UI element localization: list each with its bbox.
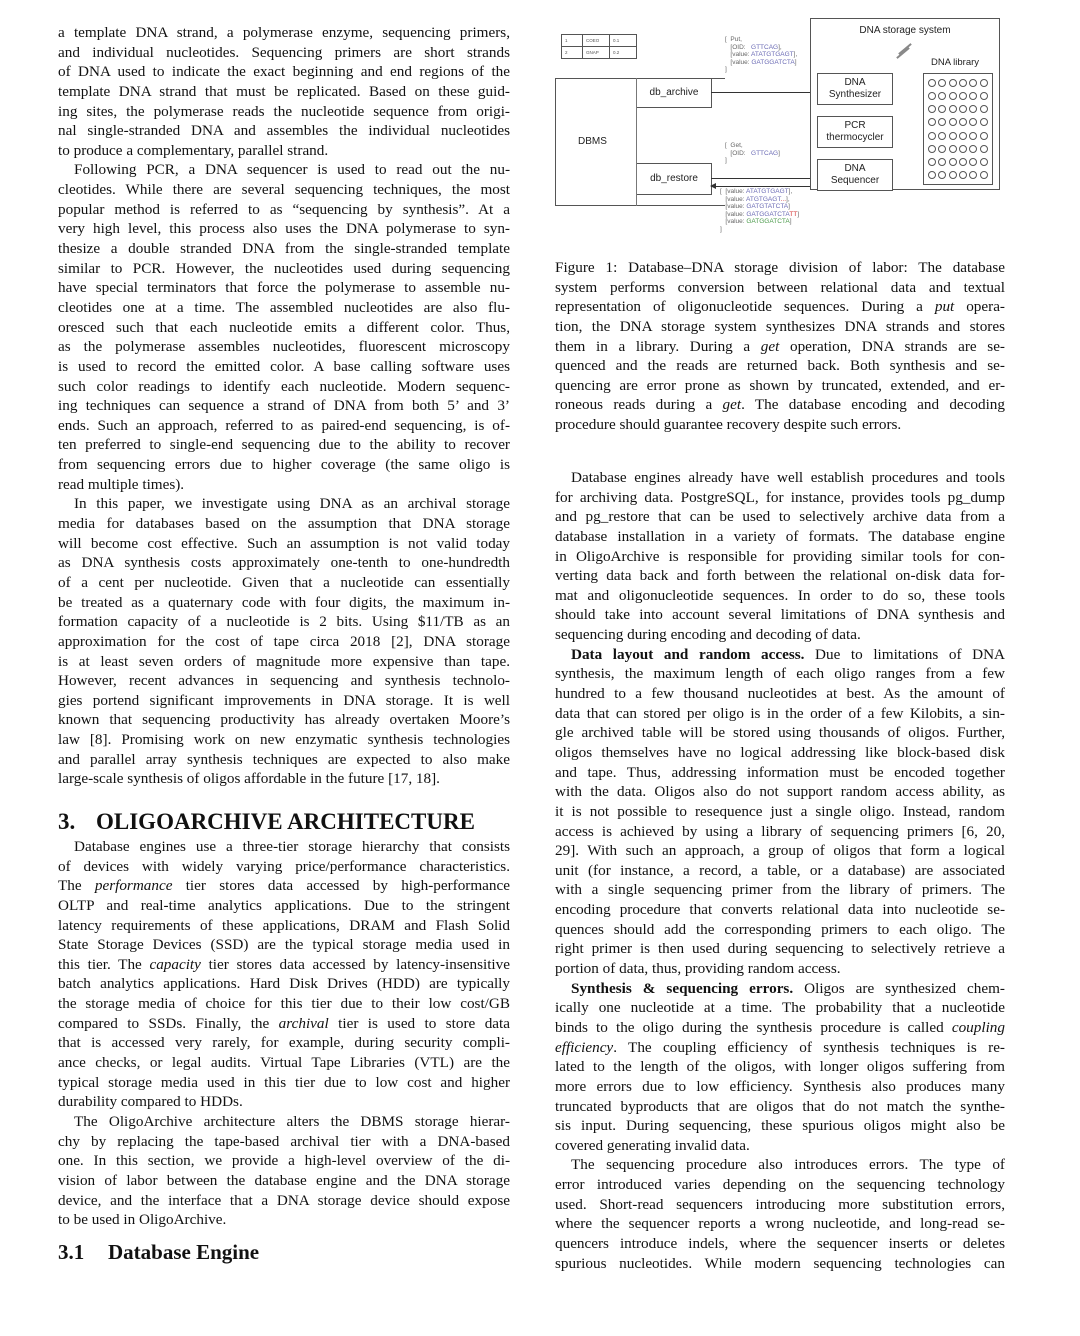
oligo-well-icon xyxy=(949,145,957,153)
thermocycler-label: PCR thermocycler xyxy=(826,120,884,143)
oligo-well-icon xyxy=(938,145,946,153)
oligo-well-icon xyxy=(980,132,988,140)
oligo-well-icon xyxy=(969,158,977,166)
table-row xyxy=(562,35,637,47)
text-line: popular method is referred to as “sequencing by synthesis”. At a xyxy=(58,200,510,218)
oligo-well-icon xyxy=(980,118,988,126)
oligo-well-icon xyxy=(949,105,957,113)
oligo-well-icon xyxy=(959,171,967,179)
text-line: mat and oligonucleotide sequences. In order to do so, these tools xyxy=(555,586,1005,604)
text-line: The performance tier stores data accessed by high-performance xyxy=(58,877,510,895)
text-line: quencing are error prone as shown by truncated, extended, and er- xyxy=(555,376,1005,394)
text-line: them in a library. During a get operation, DNA strands are se- xyxy=(555,337,1005,355)
text-line: Database engines already have well establish procedures and tools xyxy=(571,469,1005,486)
text-line: should take into account several limitations of DNA synthesis and xyxy=(555,606,1005,624)
text-line: oligos themselves have no logical addressing like block-based disk xyxy=(555,743,1005,761)
figure-1-diagram xyxy=(555,18,1015,248)
dna-synthesizer-box xyxy=(817,73,893,105)
text-line: and pg_restore that can be used to selectively archive data from a xyxy=(555,508,1005,526)
message-line: [value: ATATGTGAGT], xyxy=(725,51,798,58)
oligo-well-icon xyxy=(938,118,946,126)
message-line: [OID: GTTCAG], xyxy=(725,43,782,51)
text-line: in OligoArchive is responsible for providing similar tools for con- xyxy=(555,547,1005,565)
text-line: synthesis, the maximum length of each oligo ranges from a few xyxy=(555,665,1005,683)
message-line: [ Put, xyxy=(725,36,742,43)
table-cell: 0.1 xyxy=(610,35,637,47)
text-line: gle archived table will be stored using thousands of oligos. Further, xyxy=(555,724,1005,742)
text-line: durability compared to HDDs. xyxy=(58,1093,243,1111)
text-line: ing techniques can sequence a strand of DNA from both 5’ and 3’ xyxy=(58,397,510,415)
text-line: template DNA strand that must be replicated. Based on these guid- xyxy=(58,82,510,100)
text-line: one. In this section, we provide a high-level overview of the di- xyxy=(58,1152,510,1170)
subsection-number: 3.1 xyxy=(58,1239,85,1264)
text-line: In this paper, we investigate using DNA as an archival storage xyxy=(74,495,510,513)
oligo-well-icon xyxy=(928,92,936,100)
section-heading xyxy=(58,807,510,837)
text-line: and parallel array synthesis techniques are expected to also make xyxy=(58,750,510,768)
table-cell: 0.2 xyxy=(610,47,637,59)
oligo-well-icon xyxy=(969,105,977,113)
text-line: cleotides. While there are several sequencing techniques, the most xyxy=(58,181,510,199)
storage-system-label: DNA storage system xyxy=(859,25,951,36)
oligo-well-icon xyxy=(949,158,957,166)
oligo-well-icon xyxy=(969,132,977,140)
text-line: ically one nucleotide at a time. The probability that a nucleotide xyxy=(555,999,1005,1017)
text-line: 29]. With such an approach, a group of oligos that form a logical xyxy=(555,842,1005,860)
reads-return-arrow xyxy=(711,186,815,187)
text-line: Figure 1: Database–DNA storage division of labor: The database xyxy=(555,259,1005,276)
text-line: encoding procedure that converts relational data into nucleotide se- xyxy=(555,901,1005,919)
text-line: compared to SSDs. Finally, the archival tier is used to store data xyxy=(58,1014,510,1032)
text-line: roneous reads during a get. The database encoding and decoding xyxy=(555,396,1005,414)
text-line: be treated as a quaternary code with four digits, the maximum in- xyxy=(58,593,510,611)
divider xyxy=(636,78,637,206)
oligo-well-icon xyxy=(959,92,967,100)
left-column xyxy=(58,23,510,1266)
db-restore-label: db_restore xyxy=(650,173,698,184)
paragraph xyxy=(58,160,510,494)
text-line: as DNA synthesis costs approximately one-tenth to one-hundredth xyxy=(58,554,510,572)
put-message xyxy=(725,36,797,74)
text-line: ance checks, or legal audits. Virtual Tape Libraries (VTL) are the xyxy=(58,1054,510,1072)
right-column xyxy=(555,468,1005,1273)
text-line: unit (for instance, a record, a table, or a database) are associated xyxy=(555,861,1005,879)
text-line: vision of labor between the database engine and the DNA storage xyxy=(58,1171,510,1189)
text-line: very high level, this process also uses the DNA polymerase to syn- xyxy=(58,220,510,238)
run-in-heading: Synthesis & sequencing errors. xyxy=(571,979,794,997)
db-restore-box xyxy=(636,163,712,195)
text-line: verting data back and forth between the relational on-disk data for- xyxy=(555,567,1005,585)
text-line: ing sites, the polymerase reads the nucleotide sequence from origi- xyxy=(58,102,510,120)
text-line: Following PCR, a DNA sequencer is used to read out the nu- xyxy=(74,161,510,179)
text-line: efficiency. The coupling efficiency of synthesis techniques is re- xyxy=(555,1038,1005,1056)
read-line: [value: ATGTGAGT...], xyxy=(720,195,790,203)
db-archive-label: db_archive xyxy=(649,87,699,98)
oligo-well-icon xyxy=(959,132,967,140)
text-line: representation of oligonucleotide sequences. During a put opera- xyxy=(555,298,1005,316)
table-cell: COEO xyxy=(583,35,610,47)
oligo-well-icon xyxy=(949,92,957,100)
oligo-well-icon xyxy=(928,105,936,113)
text-line: and tape. Thus, addressing information must be encoded together xyxy=(555,763,1005,781)
db-archive-box xyxy=(636,78,712,108)
oligo-well-icon xyxy=(938,158,946,166)
text-line: to be used in OligoArchive. xyxy=(58,1211,227,1229)
dna-library-grid xyxy=(923,73,993,185)
text-line: to produce a complementary, parallel strand. xyxy=(58,141,329,159)
oligo-well-icon xyxy=(980,145,988,153)
dna-library-label: DNA library xyxy=(931,57,980,68)
text-line: of devices with widely varying price/performance characteristics. xyxy=(58,857,510,875)
text-line: typical storage media used in this tier due to low cost and higher xyxy=(58,1073,510,1091)
text-line: sis input. During sequencing, these spurious oligos might also be xyxy=(555,1117,1005,1135)
text-line: known that sequencing productivity has already overtaken Moore’s xyxy=(58,711,510,729)
oligo-well-icon xyxy=(928,145,936,153)
text-line: error introduced varies depending on the sequencing technology xyxy=(555,1176,1005,1194)
paragraph xyxy=(555,468,1005,645)
message-line: ] xyxy=(725,157,727,164)
text-line: system performs conversion between relational data and textual xyxy=(555,278,1005,296)
text-line: thesize a double stranded DNA from the single-stranded template xyxy=(58,240,510,258)
text-line: where the sequencer reports a wrong nucleotide, and long-read se- xyxy=(555,1215,1005,1233)
text-line: The OligoArchive architecture alters the DBMS storage hierar- xyxy=(74,1112,510,1130)
text-line: ten preferred to single-end sequencing due to the ability to recover xyxy=(58,436,510,454)
message-line: ] xyxy=(725,66,727,73)
oligo-well-icon xyxy=(949,79,957,87)
section-title: OLIGOARCHIVE ARCHITECTURE xyxy=(96,808,475,834)
text-line: media for databases based on the assumption that DNA storage xyxy=(58,515,510,533)
synthesizer-label: DNA Synthesizer xyxy=(828,77,882,100)
text-line: batch analytics applications. Hard Disk Drives (HDD) are typically xyxy=(58,975,510,993)
text-line: that is accessed very rarely, for example, during security compli- xyxy=(58,1034,510,1052)
text-line: Synthesis & sequencing errors. Oligos are synthesized chem- xyxy=(571,979,1005,997)
oligo-well-icon xyxy=(938,171,946,179)
subsection-title: Database Engine xyxy=(108,1239,260,1264)
message-line: [OID: GTTCAG] xyxy=(725,149,780,157)
oligo-well-icon xyxy=(949,132,957,140)
paragraph xyxy=(58,1112,510,1230)
text-line: truncated byproducts that are oligos that do not match the synthe- xyxy=(555,1097,1005,1115)
text-line: cleotides one at a time. The assembled nucleotides are also flu- xyxy=(58,298,510,316)
text-line: OLTP and real-time analytics applications. Due to the stringent xyxy=(58,896,510,914)
text-line: law [8]. Promising work on new enzymatic synthesis technologies xyxy=(58,731,510,749)
paragraph xyxy=(58,837,510,1112)
read-line: [value: GATGGATCTATT] xyxy=(720,210,799,218)
oligo-well-icon xyxy=(969,118,977,126)
sequencer-label: DNA Sequencer xyxy=(830,163,880,186)
text-line: quencers introduce indels, where the sequencer inserts or deletes xyxy=(555,1234,1005,1252)
text-line: State Storage Devices (SSD) are the typical storage media used in xyxy=(58,936,510,954)
oligo-well-icon xyxy=(980,92,988,100)
read-line: [value: GATGGATCTA] xyxy=(720,218,792,225)
text-line: tion, the DNA storage system synthesizes DNA strands and stores xyxy=(555,317,1005,335)
oligo-well-icon xyxy=(959,158,967,166)
text-line: is used to record the emitted color. A base calling software uses xyxy=(58,357,510,375)
text-line: Data layout and random access. Due to limitations of DNA xyxy=(571,645,1006,663)
text-line: data that can stored per oligo is in the order of a few Kilobits, a sin- xyxy=(555,704,1005,722)
text-line: chy by replacing the tape-based archival tier with a DNA-based xyxy=(58,1132,510,1150)
text-line: and individual nucleotides. Sequencing primers are short strands xyxy=(58,43,510,61)
dna-sequencer-box xyxy=(817,159,893,191)
text-line: of DNA used to indicate the exact beginning and end regions of the xyxy=(58,63,510,81)
paragraph xyxy=(58,494,510,789)
get-message xyxy=(725,142,780,165)
text-line: for archiving data. PostgreSQL, for instance, provides tools pg_dump xyxy=(555,488,1005,506)
text-line: latency requirements of these applications, DRAM and Flash Solid xyxy=(58,916,510,934)
text-line: will become cost effective. Such an assumption is not valid today xyxy=(58,534,510,552)
oligo-well-icon xyxy=(938,92,946,100)
oligo-well-icon xyxy=(928,118,936,126)
read-close: ] xyxy=(720,225,722,233)
subsection-heading xyxy=(58,1238,510,1266)
text-line: with the data. Oligos also do not support random access ability, as xyxy=(555,783,1005,801)
figure-caption xyxy=(555,258,1005,435)
text-line: similar to PCR. However, the nucleotides used during sequencing xyxy=(58,259,510,277)
text-line: gies portend significant improvements in DNA storage. It is well xyxy=(58,691,510,709)
oligo-well-icon xyxy=(928,171,936,179)
text-line: Database engines use a three-tier storage hierarchy that consists xyxy=(74,837,510,855)
get-reads-message xyxy=(720,188,799,233)
oligo-well-icon xyxy=(938,105,946,113)
text-line: a template DNA strand, a polymerase enzyme, sequencing primers, xyxy=(58,24,510,41)
read-line: [ [value: ATATGTGAGT], xyxy=(720,188,793,195)
table-cell: GNAP xyxy=(583,47,610,59)
text-line: is at least seven orders of magnitude more expensive than tape. xyxy=(58,652,510,670)
text-line: covered generating invalid data. xyxy=(555,1136,750,1154)
text-line: used. Short-read sequencers introducing more substitution errors, xyxy=(555,1195,1005,1213)
oligo-well-icon xyxy=(928,79,936,87)
text-line: spurious nucleotides. While modern sequencing technologies can xyxy=(555,1254,1005,1272)
oligo-well-icon xyxy=(938,79,946,87)
text-line: more errors due to low efficiency. Synthesis also produces many xyxy=(555,1077,1005,1095)
paragraph xyxy=(555,979,1005,1156)
text-line: The sequencing procedure also introduces errors. The type of xyxy=(571,1156,1005,1174)
text-line: the storage media of choice for this tier due to their low cost/GB xyxy=(58,995,510,1013)
paragraph xyxy=(58,23,510,160)
table-cell: 1 xyxy=(562,35,583,47)
oligo-well-icon xyxy=(980,79,988,87)
text-line: from sequencing errors due to higher coverage (the same oligo is xyxy=(58,456,510,474)
paragraph xyxy=(555,1155,1005,1273)
oligo-well-icon xyxy=(938,132,946,140)
oligo-well-icon xyxy=(969,171,977,179)
oligo-well-icon xyxy=(980,105,988,113)
text-line: of a cent per nucleotide. Given that a nucleotide can essentially xyxy=(58,573,510,591)
table-cell: 2 xyxy=(562,47,583,59)
put-arrow xyxy=(711,92,815,93)
oligo-well-icon xyxy=(980,158,988,166)
oligo-well-icon xyxy=(969,79,977,87)
dbms-label: DBMS xyxy=(578,136,607,147)
run-in-heading: Data layout and random access. xyxy=(571,645,805,663)
text-line: read multiple times). xyxy=(58,475,185,493)
text-line: large-scale synthesis of oligos affordable in the future [17, 18]. xyxy=(58,770,440,788)
oligo-well-icon xyxy=(949,171,957,179)
text-line: sequencing during encoding and decoding of data. xyxy=(555,626,861,644)
oligo-well-icon xyxy=(959,79,967,87)
wireless-link-icon xyxy=(895,46,909,56)
text-line: hundred to a few thousand nucleotides at best. As the amount of xyxy=(555,685,1005,703)
text-line: as the polymerase assembles nucleotides, fluorescent microscopy xyxy=(58,338,510,356)
text-line: formation capacity of a nucleotide is 2 bits. Using $11/TB as an xyxy=(58,613,510,631)
get-arrow xyxy=(711,178,815,179)
text-line: quences should add the corresponding primers to each oligo. The xyxy=(555,920,1005,938)
pcr-thermocycler-box xyxy=(817,116,893,148)
text-line: database installation in a variety of formats. The database engine xyxy=(555,527,1005,545)
oligo-well-icon xyxy=(949,118,957,126)
text-line: portion of data, thus, providing random access. xyxy=(555,960,841,978)
oligo-well-icon xyxy=(928,132,936,140)
message-line: [ Get, xyxy=(725,142,743,149)
text-line: with a single sequencing primer from the library of primers. The xyxy=(555,881,1005,899)
relational-table xyxy=(561,34,637,59)
message-line: [value: GATGGATCTA] xyxy=(725,58,797,66)
text-line: have special terminators that force the polymerase to assemble nu- xyxy=(58,279,510,297)
text-line: oresced such that each nucleotide emits a different color. Thus, xyxy=(58,318,510,336)
oligo-well-icon xyxy=(959,105,967,113)
oligo-well-icon xyxy=(928,158,936,166)
oligo-well-icon xyxy=(959,118,967,126)
table-row xyxy=(562,47,637,59)
text-line: device, and the interface that a DNA storage device should expose xyxy=(58,1191,510,1209)
text-line: such color readings to identify each nucleotide. Modern sequenc- xyxy=(58,377,510,395)
section-number: 3. xyxy=(58,808,76,834)
oligo-well-icon xyxy=(969,145,977,153)
text-line: nal single-stranded DNA and assembles the individual nucleotides xyxy=(58,122,510,140)
text-line: it is not possible to resequence just a single oligo. Instead, random xyxy=(555,802,1005,820)
text-line: right primer is then used during sequencing to selectively retrieve a xyxy=(555,940,1005,958)
text-line: ends. Such an approach, referred to as paired-end sequencing, is of- xyxy=(58,416,510,434)
text-line: approximation for the cost of tape circa 2018 [2], DNA storage xyxy=(58,632,510,650)
text-line: access is achieved by using a library of sequencing primers [6, 20, xyxy=(555,822,1005,840)
text-line: this tier. The capacity tier stores data accessed by latency-insensitive xyxy=(58,955,510,973)
text-line: quenced and the reads are returned back. Both synthesis and se- xyxy=(555,357,1005,375)
oligo-well-icon xyxy=(980,171,988,179)
text-line: procedure should guarantee recovery despite such errors. xyxy=(555,416,902,434)
text-line: binds to the oligo during the synthesis procedure is called coupling xyxy=(555,1018,1005,1036)
text-line: However, recent advances in sequencing and synthesis technolo- xyxy=(58,672,510,690)
read-line: [value: GATGTATCTA] xyxy=(720,203,790,210)
oligo-well-icon xyxy=(959,145,967,153)
paragraph xyxy=(555,645,1005,979)
text-line: lated to the length of the oligos, with longer oligos suffering from xyxy=(555,1058,1005,1076)
oligo-well-icon xyxy=(969,92,977,100)
